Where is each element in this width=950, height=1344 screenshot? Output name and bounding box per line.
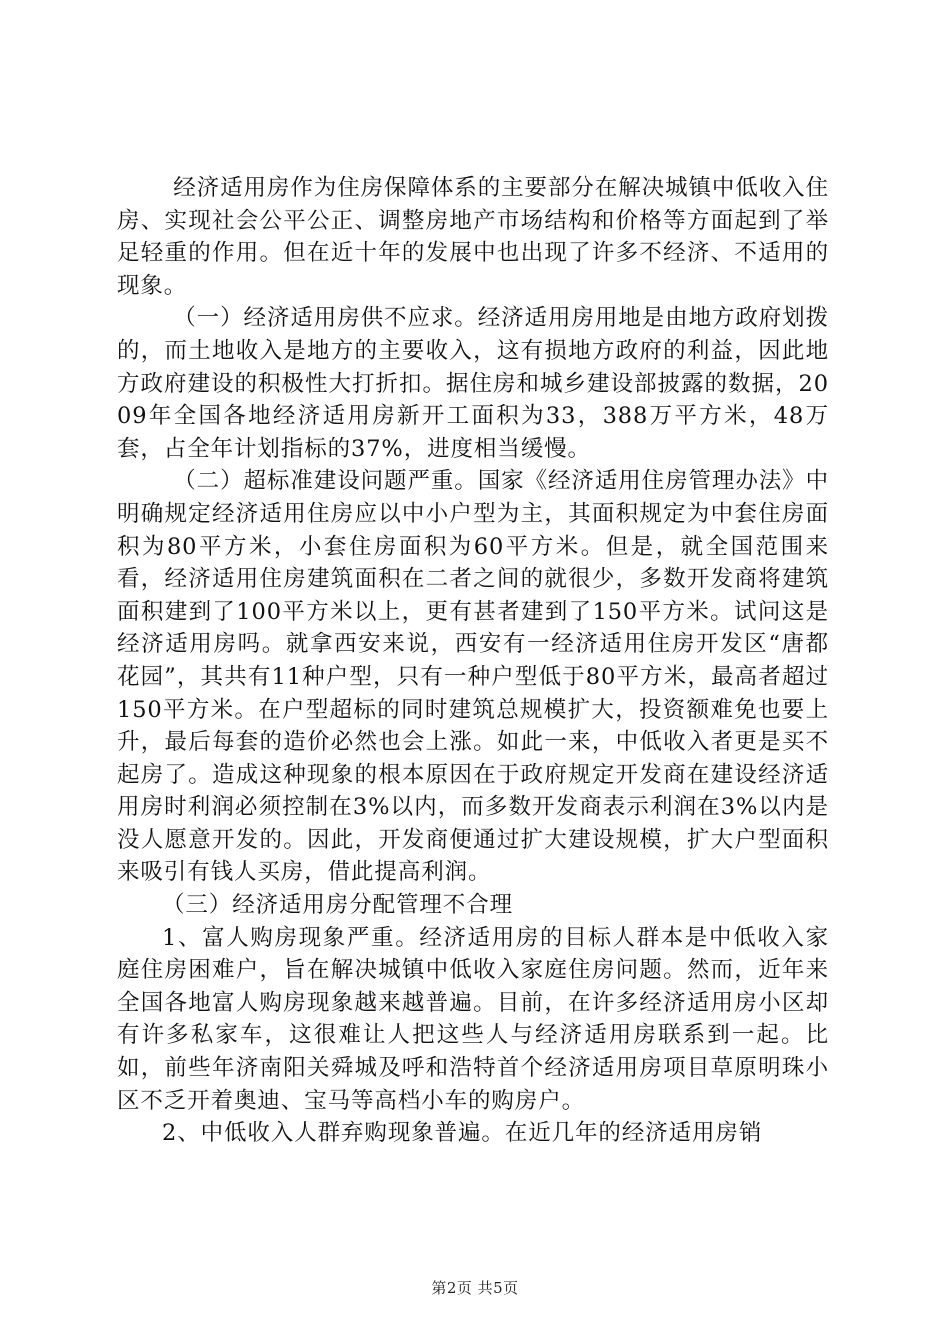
document-body xyxy=(117,172,829,1150)
page-footer xyxy=(0,1277,950,1298)
paragraph-intro: 经济适用房作为住房保障体系的主要部分在解决城镇中低收入住房、实现社会公平公正、调整房地产市场结构和价格等方面起到了举足轻重的作用。但在近十年的发展中也出现了许多不经济、不适用的现象。 xyxy=(117,175,829,299)
section-heading-3: （三）经济适用房分配管理不合理 xyxy=(162,892,514,919)
paragraph-item-1: 1、富人购房现象严重。经济适用房的目标人群本是中低收入家庭住房困难户，旨在解决城镇中低收入家庭住房问题。然而，近年来全国各地富人购房现象越来越普遍。目前，在许多经济适用房小区却有许多私家车，这很难让人把这些人与经济适用房联系到一起。比如，前些年济南阳关舜城及呼和浩特首个经济适用房项目草原明珠小区不乏开着奥迪、宝马等高档小车的购房户。 xyxy=(117,924,829,1114)
page-number-label: 第2页 共5页 xyxy=(431,1279,519,1297)
paragraph-item-2: 2、中低收入人群弃购现象普遍。在近几年的经济适用房销 xyxy=(162,1120,763,1147)
paragraph-section-1: （一）经济适用房供不应求。经济适用房用地是由地方政府划拨的，而土地收入是地方的主要收入，这有损地方政府的利益，因此地方政府建设的积极性大打折扣。据住房和城乡建设部披露的数据，2009年全国各地经济适用房新开工面积为33，388万平方米，48万套，占全年计划指标的37%，进度相当缓慢。 xyxy=(117,305,829,462)
paragraph-section-2: （二）超标准建设问题严重。国家《经济适用住房管理办法》中明确规定经济适用住房应以中小户型为主，其面积规定为中套住房面积为80平方米，小套住房面积为60平方米。但是，就全国范围来看，经济适用住房建筑面积在二者之间的就很少，多数开发商将建筑面积建到了100平方米以上，更有甚者建到了150平方米。试问这是经济适用房吗。就拿西安来说，西安有一经济适用住房开发区“唐都花园”，其共有11种户型，只有一种户型低于80平方米，最高者超过150平方米。在户型超标的同时建筑总规模扩大，投资额难免也要上升，最后每套的造价必然也会上涨。如此一来，中低收入者更是买不起房了。造成这种现象的根本原因在于政府规定开发商在建设经济适用房时利润必须控制在3%以内，而多数开发商表示利润在3%以内是没人愿意开发的。因此，开发商便通过扩大建设规模，扩大户型面积来吸引有钱人买房，借此提高利润。 xyxy=(117,468,829,886)
